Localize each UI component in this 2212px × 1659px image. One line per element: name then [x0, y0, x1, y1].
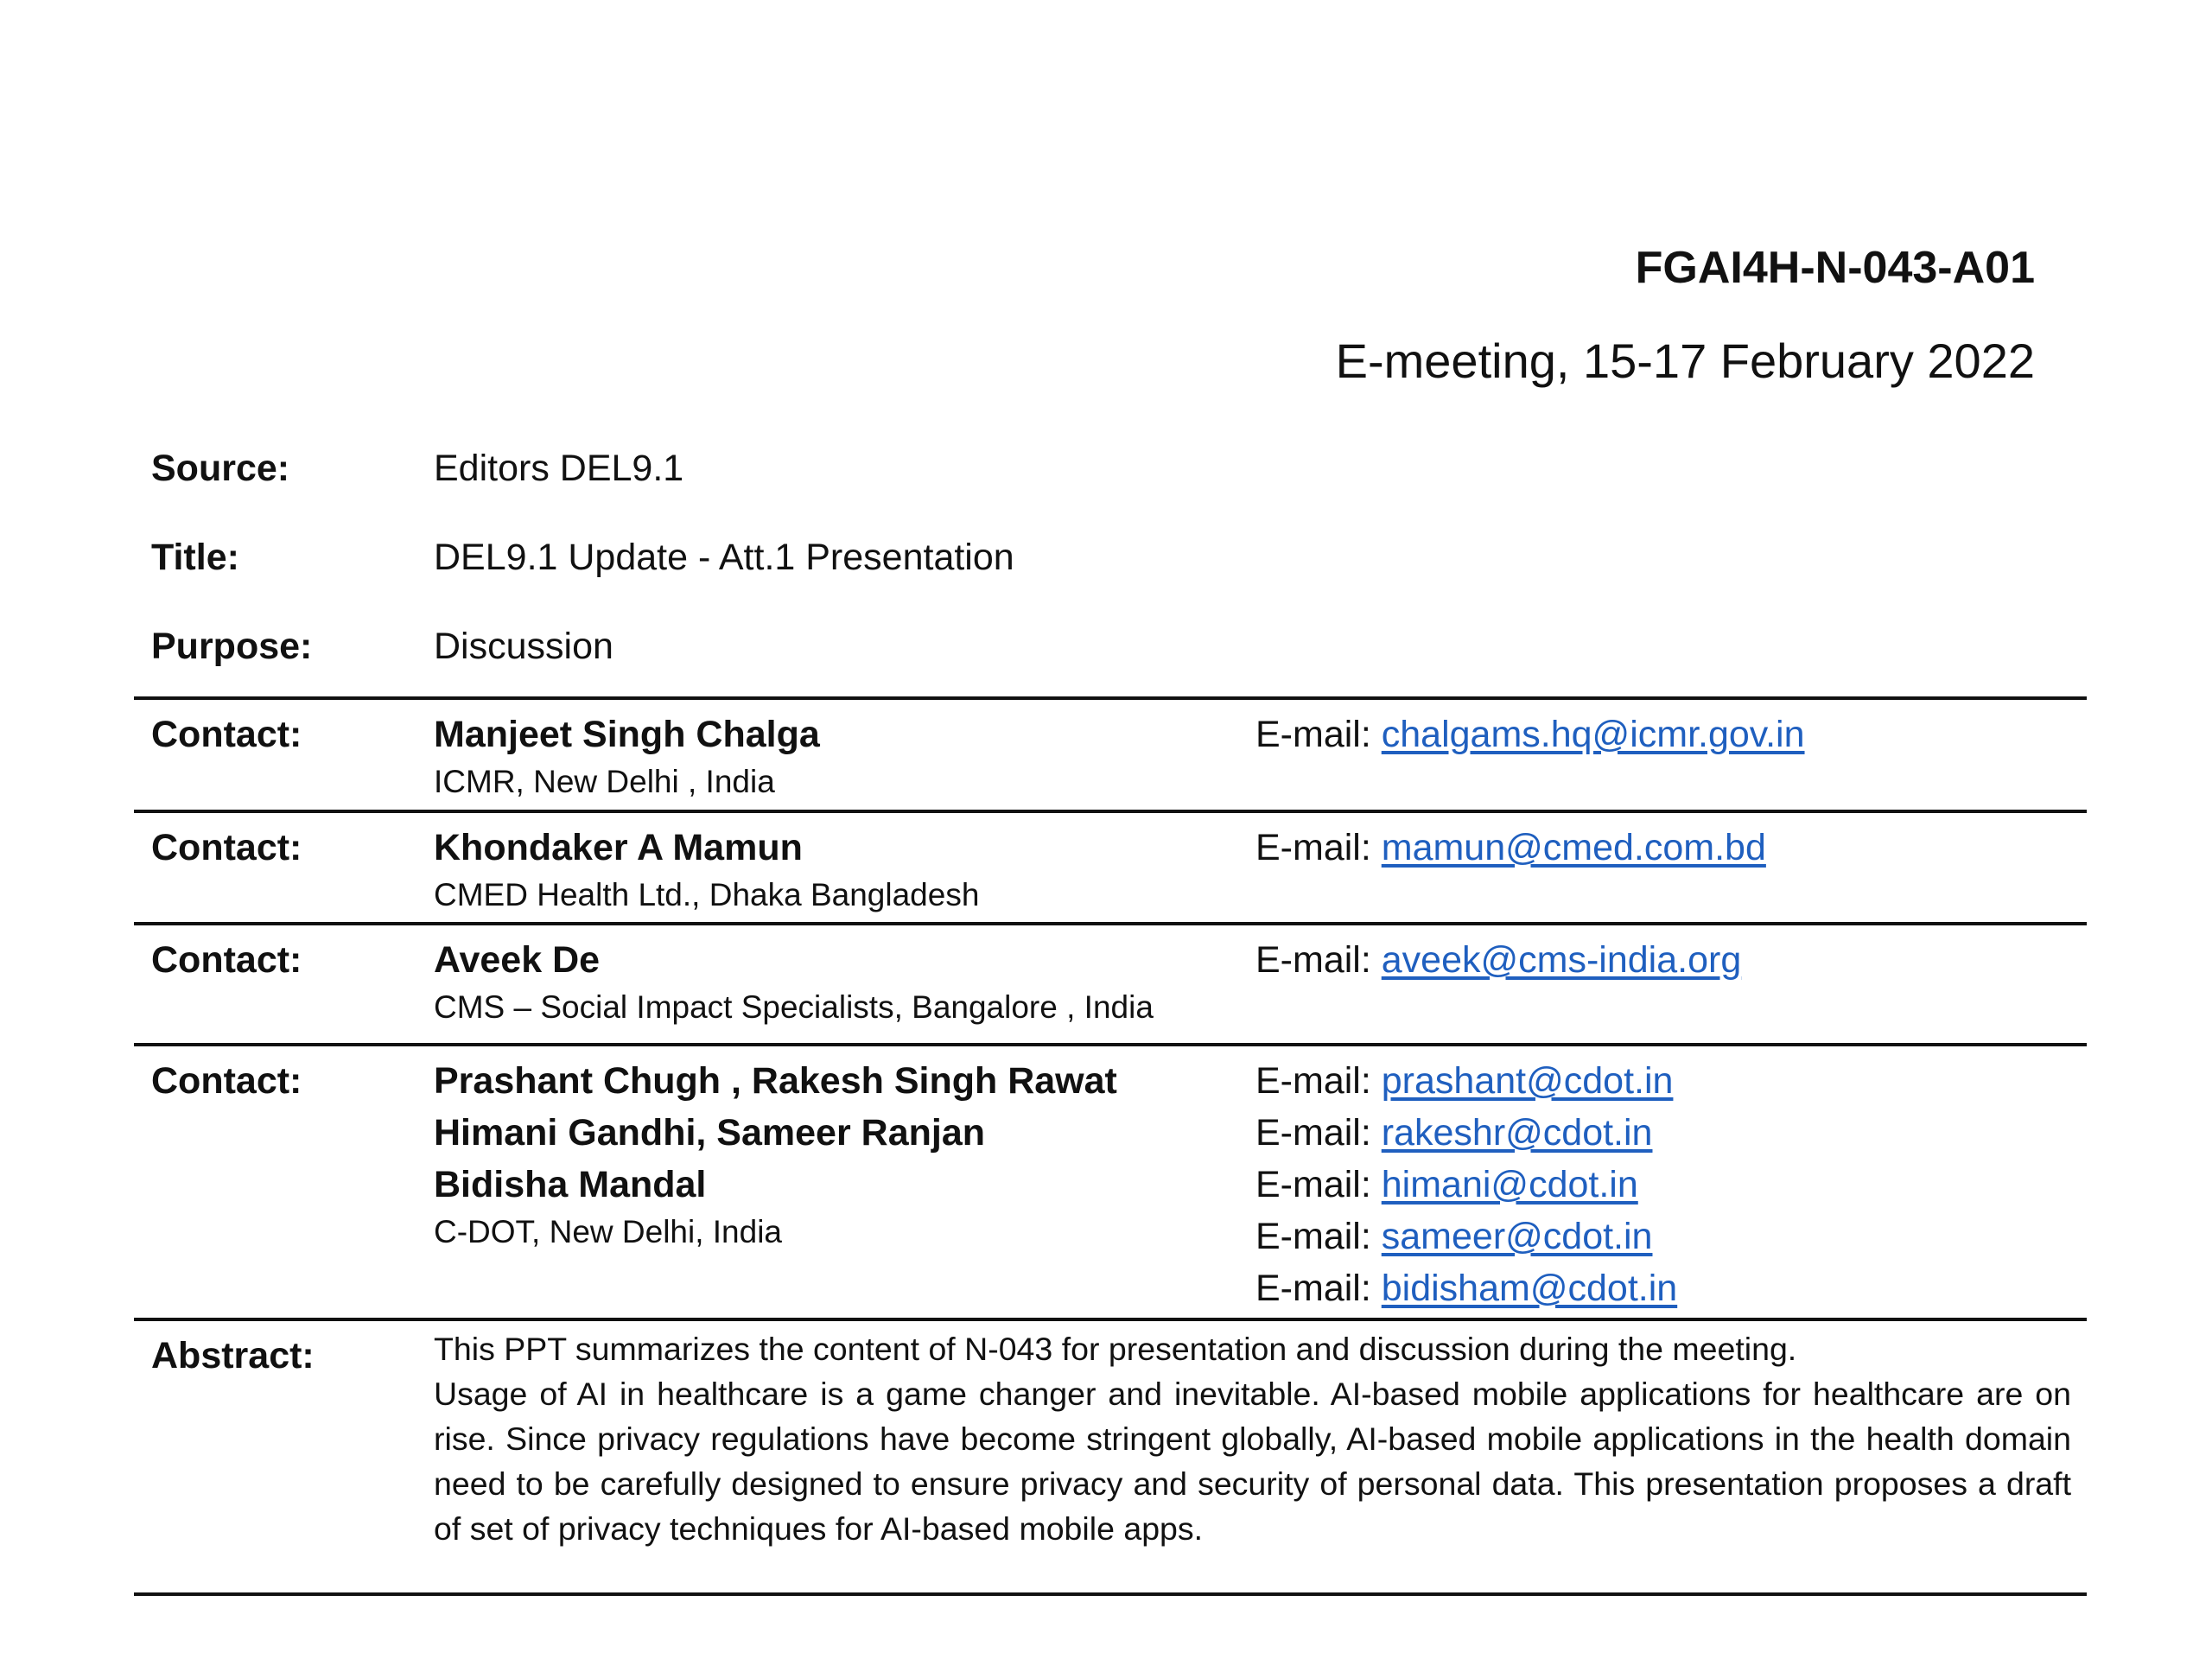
abstract-body	[434, 1326, 2071, 1551]
email-line	[1255, 822, 1766, 874]
contact-label: Contact:	[151, 714, 302, 755]
abstract-paragraph: Usage of AI in healthcare is a game changer and inevitable. AI-based mobile applications for healthcare are on rise. Since privacy regulations have become stringent globally, AI-based mobile applications in the health domain need to be carefully designed to ensure privacy and security of personal data. This presentation proposes a draft of set of privacy techniques for AI-based mobile apps.	[434, 1376, 2071, 1547]
title-label: Title:	[151, 537, 239, 578]
email-link[interactable]: chalgams.hq@icmr.gov.in	[1381, 714, 1805, 755]
divider-rule	[134, 922, 2087, 925]
email-prefix: E-mail:	[1255, 1060, 1371, 1102]
contact-emails	[1255, 934, 1741, 986]
contact-names	[434, 822, 979, 917]
email-line	[1255, 1159, 1677, 1211]
abstract-first-line: This PPT summarizes the content of N-043 for presentation and discussion during the meeting.	[434, 1331, 1797, 1367]
email-line	[1255, 934, 1741, 986]
contact-names	[434, 934, 1154, 1029]
email-link[interactable]: rakeshr@cdot.in	[1381, 1112, 1653, 1154]
contact-names	[434, 1055, 1117, 1254]
email-link[interactable]: aveek@cms-india.org	[1381, 939, 1742, 981]
document-id: FGAI4H-N-043-A01	[1635, 243, 2035, 293]
email-link[interactable]: prashant@cdot.in	[1381, 1060, 1674, 1102]
email-prefix: E-mail:	[1255, 1164, 1371, 1205]
divider-rule	[134, 1592, 2087, 1596]
contact-name: Aveek De	[434, 939, 601, 981]
divider-rule	[134, 1043, 2087, 1046]
contact-label: Contact:	[151, 1060, 302, 1102]
source-value: Editors DEL9.1	[434, 448, 684, 489]
contact-label: Contact:	[151, 827, 302, 868]
email-prefix: E-mail:	[1255, 827, 1371, 868]
divider-rule	[134, 810, 2087, 813]
contact-affiliation: ICMR, New Delhi , India	[434, 764, 775, 799]
purpose-label: Purpose:	[151, 626, 313, 667]
email-prefix: E-mail:	[1255, 939, 1371, 981]
email-link[interactable]: sameer@cdot.in	[1381, 1216, 1653, 1257]
contact-affiliation: CMED Health Ltd., Dhaka Bangladesh	[434, 877, 980, 912]
contact-affiliation: C-DOT, New Delhi, India	[434, 1214, 783, 1249]
email-line	[1255, 1055, 1677, 1107]
contact-name: Prashant Chugh , Rakesh Singh Rawat	[434, 1060, 1117, 1102]
email-prefix: E-mail:	[1255, 1112, 1371, 1154]
title-value: DEL9.1 Update - Att.1 Presentation	[434, 537, 1014, 578]
contact-label: Contact:	[151, 939, 302, 981]
contact-name: Bidisha Mandal	[434, 1164, 707, 1205]
email-link[interactable]: bidisham@cdot.in	[1381, 1268, 1678, 1309]
divider-rule	[134, 1318, 2087, 1321]
contact-name: Manjeet Singh Chalga	[434, 714, 820, 755]
email-prefix: E-mail:	[1255, 714, 1371, 755]
divider-rule	[134, 696, 2087, 700]
email-line	[1255, 709, 1805, 760]
email-line	[1255, 1107, 1677, 1159]
email-link[interactable]: mamun@cmed.com.bd	[1381, 827, 1766, 868]
email-line	[1255, 1262, 1677, 1314]
source-label: Source:	[151, 448, 290, 489]
purpose-value: Discussion	[434, 626, 613, 667]
contact-name: Himani Gandhi, Sameer Ranjan	[434, 1112, 986, 1154]
contact-names	[434, 709, 820, 804]
email-link[interactable]: himani@cdot.in	[1381, 1164, 1638, 1205]
contact-emails	[1255, 1055, 1677, 1314]
email-line	[1255, 1211, 1677, 1262]
email-prefix: E-mail:	[1255, 1268, 1371, 1309]
contact-emails	[1255, 709, 1805, 760]
contact-emails	[1255, 822, 1766, 874]
contact-affiliation: CMS – Social Impact Specialists, Bangalore , India	[434, 989, 1154, 1025]
contact-name: Khondaker A Mamun	[434, 827, 803, 868]
meeting-info: E-meeting, 15-17 February 2022	[1335, 334, 2035, 388]
abstract-label: Abstract:	[151, 1335, 315, 1376]
email-prefix: E-mail:	[1255, 1216, 1371, 1257]
